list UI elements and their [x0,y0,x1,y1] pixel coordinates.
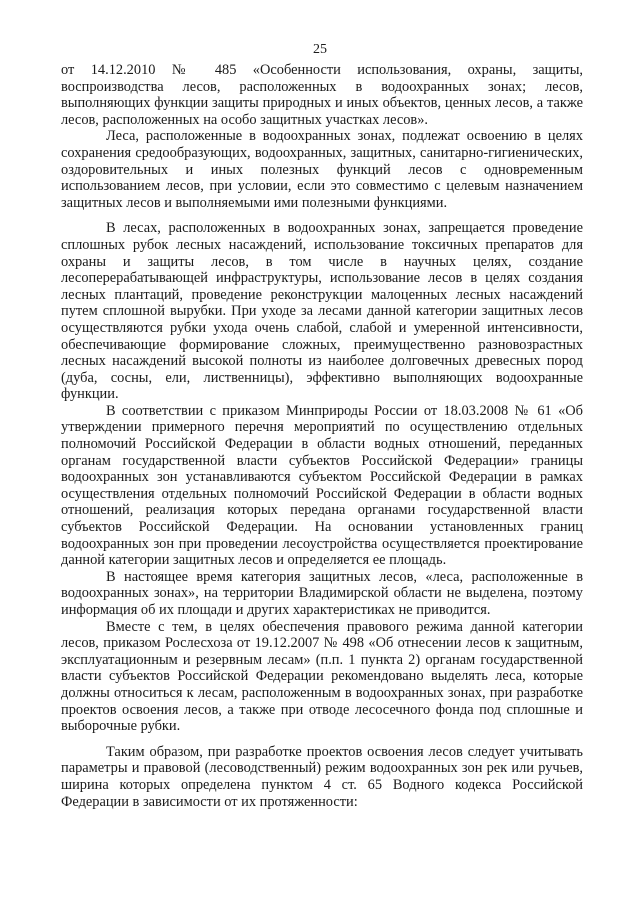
paragraph-continuation: от 14.12.2010 № 485 «Особенности использования, охраны, защиты, воспроизводства лесов, расположенных в водоохранных зонах; лесов, выполняющих функции защиты природных и иных объектов, ценных лесов, а также лесов, расположенных на особо защитных участках лесов». [61,62,583,128]
paragraph: В настоящее время категория защитных лесов, «леса, расположенные в водоохранных зонах», на территории Владимирской области не выделена, поэтому информация об их площади и других характеристиках не приводится. [61,568,583,618]
paragraph: В соответствии с приказом Минприроды России от 18.03.2008 № 61 «Об утверждении примерного перечня мероприятий по осуществлению отдельных полномочий Российской Федерации в области водных отношений, переданных органам государственной власти субъектов Российской Федерации» границы водоохранных зон устанавливаются субъектом Российской Федерации в рамках осуществления отдельных полномочий Российской Федерации в области водных отношений, реализация которых передана органами государственной власти субъектов Российской Федерации. На основании установленных границ водоохранных зон при проведении лесоустройства осуществляется проектирование данной категории защитных лесов и определяется ее площадь. [61,402,583,569]
paragraph: Таким образом, при разработке проектов освоения лесов следует учитывать параметры и правовой (лесоводственный) режим водоохранных зон рек или ручьев, ширина которых определена пунктом 4 ст. 65 Водного кодекса Российской Федерации в зависимости от их протяженности: [61,743,583,810]
paragraph: Вместе с тем, в целях обеспечения правового режима данной категории лесов, приказом Рослесхоза от 19.12.2007 № 498 «Об отнесении лесов к защитным, эксплуатационным и резервным лесам» (п.п. 1 пункта 2) органам государственной власти субъектов Российской Федерации рекомендовано выделять леса, которые должны относиться к лесам, расположенным в водоохранных зонах, при разработке проектов освоения лесов, а также при отводе лесосечного фонда под сплошные и выборочные рубки. [61,618,583,735]
paragraph: В лесах, расположенных в водоохранных зонах, запрещается проведение сплошных рубок лесных насаждений, использование токсичных препаратов для охраны и защиты лесов, в том числе в научных целях, создание лесоперерабатывающей инфраструктуры, использование лесов в целях создания лесных плантаций, проведение реконструкции малоценных лесных насаждений путем сплошной вырубки. При уходе за лесами данной категории защитных лесов осуществляются рубки ухода очень слабой, слабой и умеренной интенсивности, обеспечивающие формирование сложных, преимущественно разновозрастных лесных насаждений высокой полноты из наиболее долговечных древесных пород (дуба, сосны, ели, лиственницы), эффективно выполняющих водоохранные функции. [61,220,583,403]
page-number: 25 [313,42,327,57]
paragraph: Леса, расположенные в водоохранных зонах, подлежат освоению в целях сохранения средообразующих, водоохранных, защитных, санитарно-гигиенических, оздоровительных и иных полезных функций лесов с одновременным использованием лесов, при условии, если это совместимо с целевым назначением защитных лесов и выполняемыми ими полезными функциями. [61,128,583,211]
document-body [61,62,583,810]
